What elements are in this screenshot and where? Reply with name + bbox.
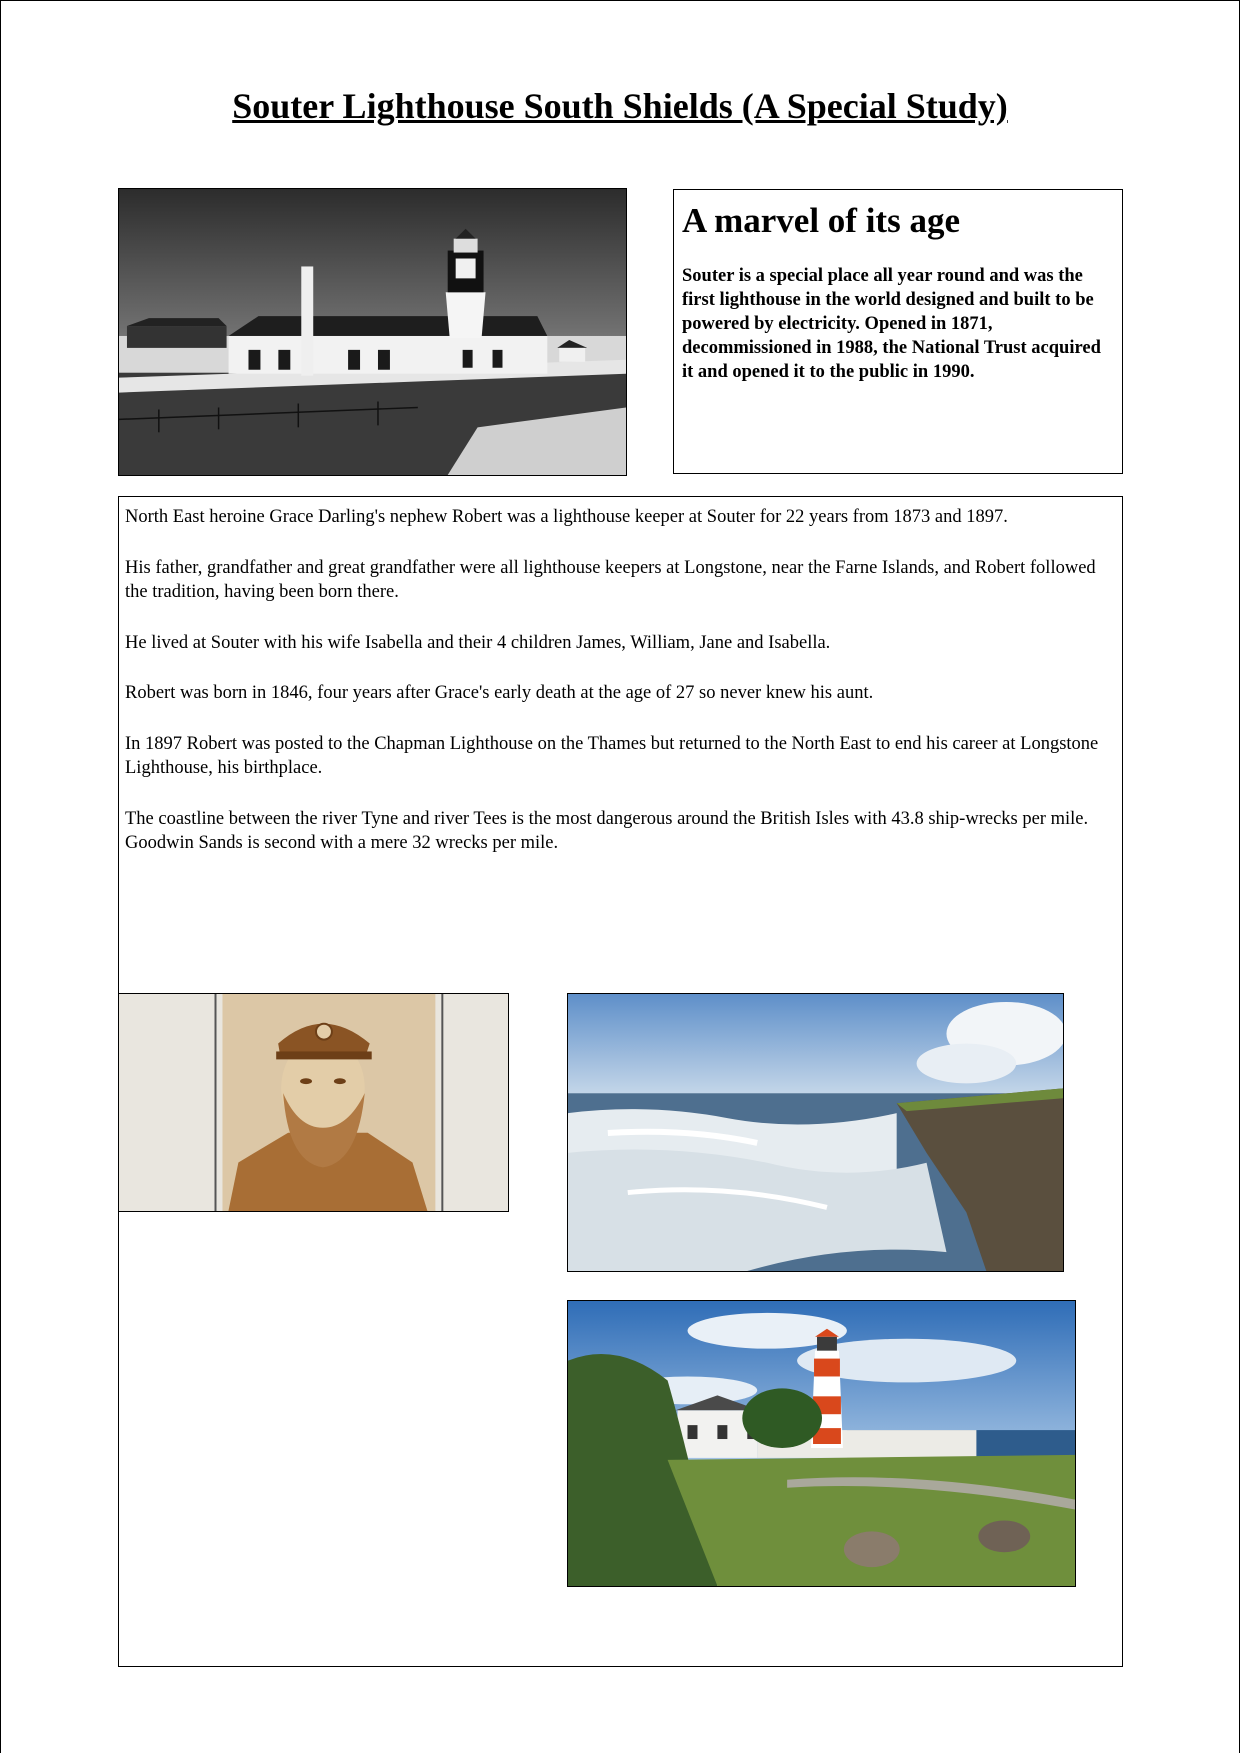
marvel-text: Souter is a special place all year round and was the first lighthouse in the world designed and built to be powered by electricity. Opened in 1871, decommissioned in 1988, the National Trust acquired it and opened it to the public in 1990. <box>682 266 1101 382</box>
story-paragraph: North East heroine Grace Darling's nephew Robert was a lighthouse keeper at Souter for 22 years from 1873 and 1897. <box>125 507 1008 527</box>
modern-lighthouse-photo <box>567 1300 1076 1587</box>
story-paragraph: He lived at Souter with his wife Isabella and their 4 children James, William, Jane and Isabella. <box>125 632 831 653</box>
rough-sea-photo <box>567 993 1064 1272</box>
story-paragraph: Robert was born in 1846, four years after Grace's early death at the age of 27 so never knew his aunt. <box>125 683 874 703</box>
historic-lighthouse-photo <box>118 188 627 476</box>
story-paragraph: In 1897 Robert was posted to the Chapman Lighthouse on the Thames but returned to the North East to end his career at Longstone Lighthouse, his birthplace. <box>125 733 1099 778</box>
marvel-info-box <box>673 189 1123 474</box>
story-paragraph: His father, grandfather and great grandfather were all lighthouse keepers at Longstone, near the Farne Islands, and Robert followed the tradition, having been born there. <box>125 557 1096 602</box>
keeper-portrait-photo <box>118 993 509 1212</box>
page-title: Souter Lighthouse South Shields (A Special Study) <box>232 86 1008 126</box>
story-paragraph: The coastline between the river Tyne and river Tees is the most dangerous around the British Isles with 43.8 ship-wrecks per mile. Goodwin Sands is second with a mere 32 wrecks per mile. <box>125 808 1089 853</box>
marvel-heading: A marvel of its age <box>682 201 960 240</box>
